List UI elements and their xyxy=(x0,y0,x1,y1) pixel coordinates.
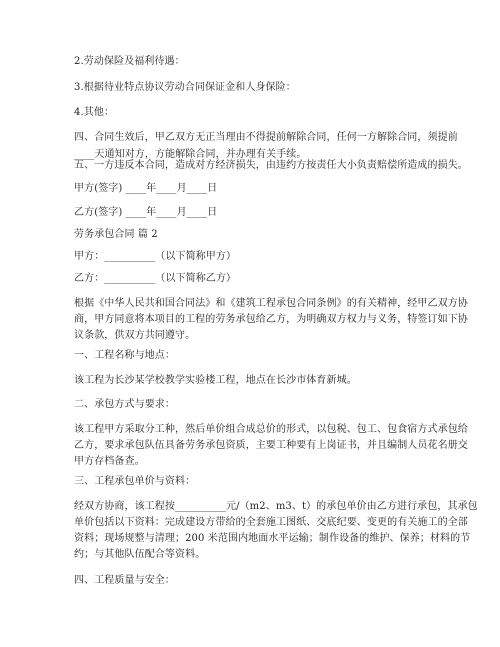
party-a-line: 甲方：__________（以下简称甲方） xyxy=(74,251,237,262)
text-line: 单价包括以下资料：完成建设方带给的全套施工图纸、交底纪要、变更的有关施工的全部 xyxy=(74,517,468,528)
text-line: 4.其他： xyxy=(74,107,115,118)
text-line: 乙方，要求承包队伍具备劳务承包资质，主要工种要有上岗证书，并且编制人员花名册交 xyxy=(74,440,468,451)
text-line: 该工程为长沙某学校教学实验楼工程，地点在长沙市体育新城。 xyxy=(74,375,357,386)
heading-contract-method: 二、承包方式与要求： xyxy=(74,399,175,410)
section-title: 劳务承包合同 篇 2 xyxy=(74,229,158,240)
text-line: 3.根据待业特点协议劳动合同保证金和人身保险： xyxy=(74,82,296,93)
text-line: ____天通知对方，方能解除合同，并办理有关手续。 xyxy=(74,149,307,160)
text-line: 五、一方违反本合同，造成对方经济损失，由违约方按责任大小负责赔偿所造成的损失。 xyxy=(74,160,468,171)
signature-line-party-a: 甲方(签字) ____年____月____日 xyxy=(74,183,218,194)
text-line: 甲方存档备查。 xyxy=(74,456,145,467)
text-line: 商，甲方同意将本项目的工程的劳务承包给乙方，为明确双方权力与义务，特签订如下协 xyxy=(74,314,468,325)
heading-project-name: 一、工程名称与地点： xyxy=(74,350,175,361)
party-b-line: 乙方：__________（以下简称乙方） xyxy=(74,273,237,284)
heading-unit-price: 三、工程承包单价与资料： xyxy=(74,476,196,487)
text-line: 该工程甲方采取分工种，然后单价组合成总价的形式，以包税、包工、包食宿方式承包给 xyxy=(74,424,468,435)
text-line: 资料；现场规整与清理；200 米范围内地面水平运输；制作设备的维护、保养；材料的节 xyxy=(74,533,471,544)
signature-line-party-b: 乙方(签字) ____年____月____日 xyxy=(74,207,218,218)
heading-quality-safety: 四、工程质量与安全： xyxy=(74,575,175,586)
text-line: 2.劳动保险及福利待遇： xyxy=(74,56,185,67)
text-line: 根据《中华人民共和国合同法》和《建筑工程承包合同条例》的有关精神，经甲乙双方协 xyxy=(74,298,468,309)
text-line: 四、合同生效后，甲乙双方无正当理由不得提前解除合同，任何一方解除合同，须提前 xyxy=(74,132,458,143)
text-line: 经双方协商，该工程按__________元/（m2、m3、t）的承包单价由乙方进行承包，其承包 xyxy=(74,501,478,512)
text-line: 议条款，供双方共同遵守。 xyxy=(74,330,196,341)
text-line: 约；与其他队伍配合等资料。 xyxy=(74,549,206,560)
